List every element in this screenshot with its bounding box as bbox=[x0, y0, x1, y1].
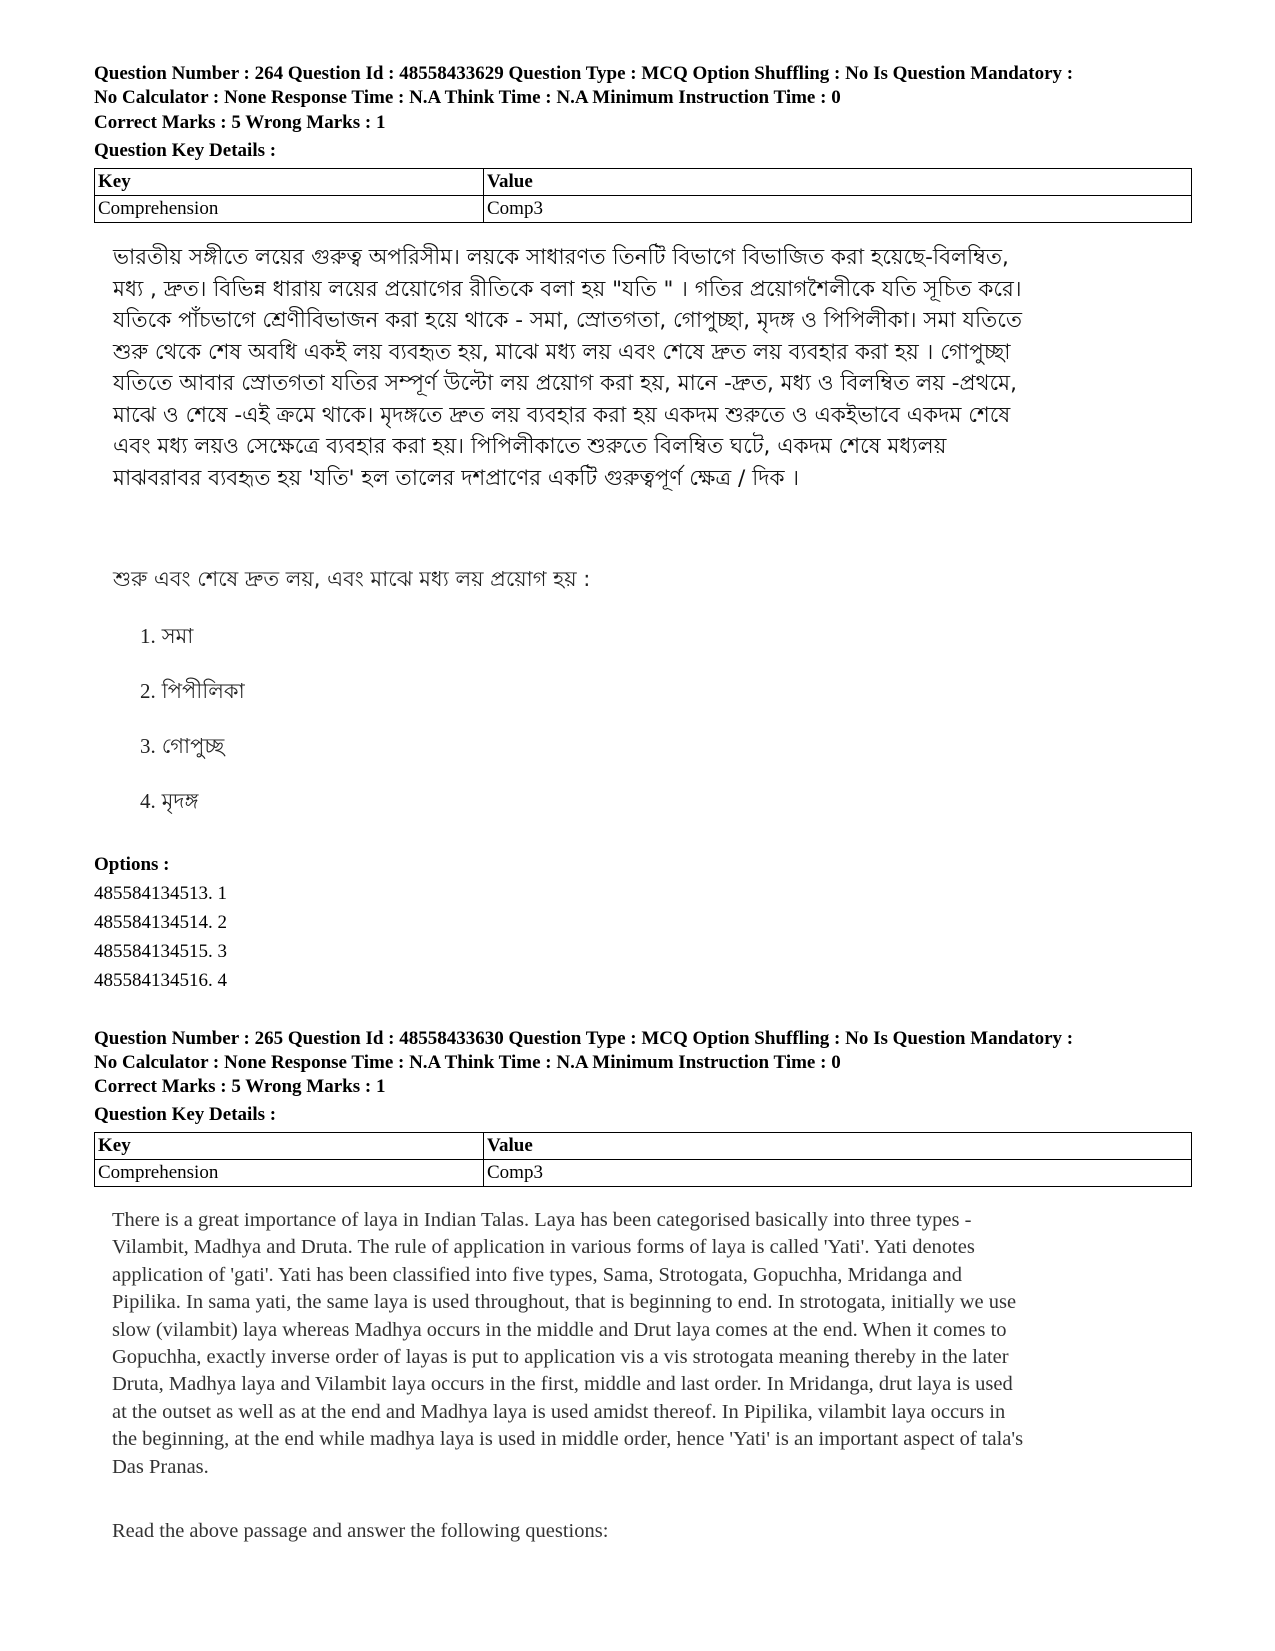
choice-number: 2. bbox=[140, 679, 156, 703]
choice-text: গোপুচ্ছ bbox=[161, 734, 225, 758]
value-header: Value bbox=[484, 1133, 1192, 1160]
q265-meta bbox=[94, 1027, 1073, 1075]
passage-line: এবং মধ্য লয়ও সেক্ষেত্রে ব্যবহার করা হয়। পিপিলীকাতে শুরুতে বিলম্বিত ঘটে, একদম শেষে মধ্যলয় bbox=[113, 434, 947, 459]
q265-instruction: Read the above passage and answer the following questions: bbox=[112, 1520, 609, 1542]
q265-meta-line2: No Calculator : None Response Time : N.A Think Time : N.A Minimum Instruction Time : 0 bbox=[94, 1052, 841, 1073]
passage-line: Gopuchha, exactly inverse order of layas is put to application vis a vis strotogata meaning thereby in the later bbox=[112, 1346, 1009, 1369]
choice-text: সমা bbox=[161, 624, 194, 648]
choice-text: পিপীলিকা bbox=[161, 679, 245, 703]
q264-choice-2 bbox=[140, 675, 245, 710]
value-header: Value bbox=[484, 169, 1192, 196]
key-cell: Comprehension bbox=[95, 1160, 484, 1187]
passage-line: Das Pranas. bbox=[112, 1455, 209, 1478]
q264-choice-4 bbox=[140, 785, 198, 820]
passage-line: মধ্য , দ্রুত। বিভিন্ন ধারায় লয়ের প্রয়োগের রীতিকে বলা হয় "যতি " । গতির প্রয়োগশৈলীকে যতি সূচিত করে। bbox=[113, 276, 1022, 302]
passage-line: the beginning, at the end while madhya laya is used in middle order, hence 'Yati' is an important aspect of tala's bbox=[112, 1428, 1024, 1451]
option-id: 485584134514. 2 bbox=[94, 912, 227, 933]
passage-line: There is a great importance of laya in Indian Talas. Laya has been categorised basically into three types - bbox=[112, 1209, 972, 1231]
key-header: Key bbox=[95, 169, 484, 196]
table-header-row bbox=[95, 1133, 1192, 1160]
passage-line: Druta, Madhya laya and Vilambit laya occurs in the first, middle and last order. In Mridanga, drut laya is used bbox=[112, 1373, 1013, 1396]
table-header-row bbox=[95, 169, 1192, 196]
option-id: 485584134516. 4 bbox=[94, 970, 227, 991]
passage-line: Pipilika. In sama yati, the same laya is used throughout, that is beginning to end. In strotogata, initially we use bbox=[112, 1291, 1017, 1314]
q264-options bbox=[94, 850, 227, 995]
passage-line: application of 'gati'. Yati has been classified into five types, Sama, Strotogata, Gopuchha, Mridanga and bbox=[112, 1263, 962, 1286]
choice-number: 1. bbox=[140, 624, 156, 648]
q265-key-details-label: Question Key Details : bbox=[94, 1104, 277, 1125]
q264-choice-3 bbox=[140, 730, 224, 765]
q265-passage bbox=[112, 1207, 1192, 1481]
table-row bbox=[95, 196, 1192, 223]
passage-line: যতিতে আবার স্রোতগতা যতির সম্পূর্ণ উল্টো লয় প্রয়োগ করা হয়, মানে -দ্রুত, মধ্য ও বিলম্বিত লয় -প্রথমে, bbox=[113, 371, 1017, 396]
passage-line: ভারতীয় সঙ্গীতে লয়ের গুরুত্ব অপরিসীম। লয়কে সাধারণত তিনটি বিভাগে বিভাজিত করা হয়েছে-বিলম্বিত, bbox=[113, 245, 1009, 270]
choice-number: 4. bbox=[140, 789, 156, 813]
q264-passage bbox=[113, 242, 1173, 494]
q264-choice-1 bbox=[140, 620, 193, 655]
options-label: Options : bbox=[94, 854, 170, 875]
passage-line: মাঝবরাবর ব্যবহৃত হয় 'যতি' হল তালের দশপ্রাণের একটি গুরুত্বপূর্ণ ক্ষেত্র / দিক । bbox=[113, 465, 800, 491]
value-cell: Comp3 bbox=[484, 196, 1192, 223]
q264-key-table bbox=[94, 168, 1192, 223]
choice-text: মৃদঙ্গ bbox=[161, 789, 199, 813]
q264-marks: Correct Marks : 5 Wrong Marks : 1 bbox=[94, 112, 386, 133]
option-id: 485584134513. 1 bbox=[94, 883, 227, 904]
q264-meta-line2: No Calculator : None Response Time : N.A Think Time : N.A Minimum Instruction Time : 0 bbox=[94, 87, 841, 108]
passage-line: at the outset as well as at the end and Madhya laya is used amidst thereof. In Pipilika, vilambit laya occurs in bbox=[112, 1400, 1006, 1423]
table-row bbox=[95, 1160, 1192, 1187]
q265-key-table bbox=[94, 1132, 1192, 1187]
passage-line: যতিকে পাঁচভাগে শ্রেণীবিভাজন করা হয়ে থাকে - সমা, স্রোতগতা, গোপুচ্ছা, মৃদঙ্গ ও পিপিলীকা। সমা যতিতে bbox=[113, 308, 1023, 333]
value-cell: Comp3 bbox=[484, 1160, 1192, 1187]
option-id: 485584134515. 3 bbox=[94, 941, 227, 962]
q264-key-details-label: Question Key Details : bbox=[94, 140, 277, 161]
key-header: Key bbox=[95, 1133, 484, 1160]
q265-marks: Correct Marks : 5 Wrong Marks : 1 bbox=[94, 1076, 386, 1097]
passage-line: মাঝে ও শেষে -এই ক্রমে থাকে। মৃদঙ্গতে দ্রুত লয় ব্যবহার করা হয় একদম শুরুতে ও একইভাবে একদম শেষে bbox=[113, 402, 1011, 428]
q264-question-text: শুরু এবং শেষে দ্রুত লয়, এবং মাঝে মধ্য লয় প্রয়োগ হয় : bbox=[113, 567, 591, 591]
passage-line: slow (vilambit) laya whereas Madhya occurs in the middle and Drut laya comes at the end. When it comes to bbox=[112, 1318, 1007, 1341]
q264-meta-line1: Question Number : 264 Question Id : 48558433629 Question Type : MCQ Option Shuffling : No Is Question Mandatory : bbox=[94, 63, 1074, 84]
passage-line: শুরু থেকে শেষ অবধি একই লয় ব্যবহৃত হয়, মাঝে মধ্য লয় এবং শেষে দ্রুত লয় ব্যবহার করা হয় । গোপুচ্ছা bbox=[113, 339, 1011, 365]
choice-number: 3. bbox=[140, 734, 156, 758]
key-cell: Comprehension bbox=[95, 196, 484, 223]
q265-meta-line1: Question Number : 265 Question Id : 48558433630 Question Type : MCQ Option Shuffling : No Is Question Mandatory : bbox=[94, 1028, 1074, 1049]
q264-meta bbox=[94, 62, 1073, 110]
passage-line: Vilambit, Madhya and Druta. The rule of application in various forms of laya is called 'Yati'. Yati denotes bbox=[112, 1236, 975, 1259]
